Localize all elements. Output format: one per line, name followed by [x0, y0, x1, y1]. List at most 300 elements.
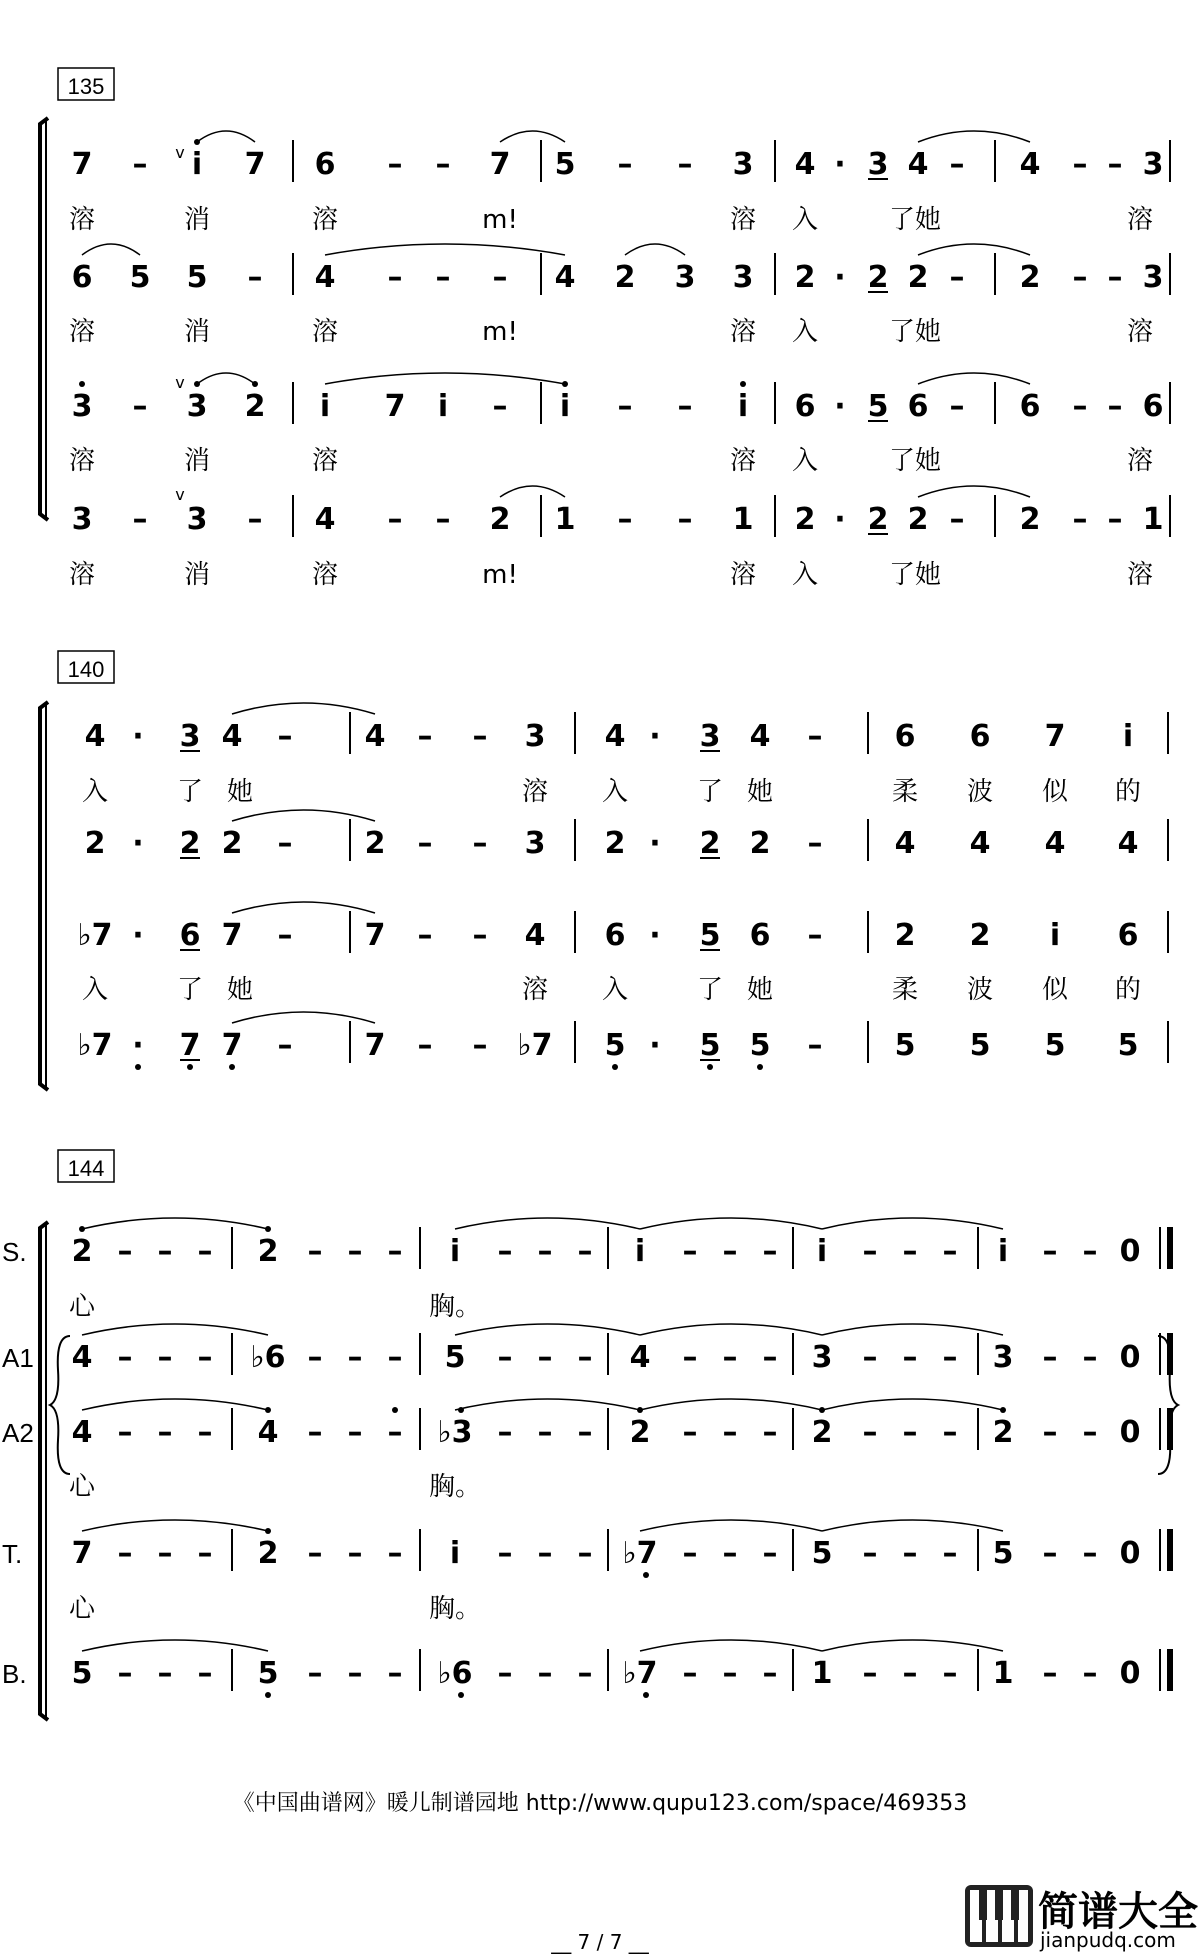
- note: 2: [867, 502, 889, 537]
- note: –: [417, 918, 433, 953]
- note: –: [347, 1536, 363, 1571]
- breath-mark: v: [175, 485, 185, 504]
- note: –: [1072, 260, 1088, 295]
- note: –: [417, 719, 433, 754]
- note: 7: [364, 918, 386, 953]
- lyric: 溶: [311, 446, 339, 476]
- note: –: [435, 147, 451, 182]
- note: 2: [604, 826, 626, 861]
- note: –: [277, 1028, 293, 1063]
- note: 2: [794, 260, 816, 295]
- note: –: [677, 502, 693, 537]
- slur: [455, 1399, 640, 1410]
- note: 4: [894, 826, 916, 861]
- note: –: [497, 1656, 513, 1691]
- octave-dot-above: [265, 1528, 271, 1534]
- note: 5: [1117, 1028, 1139, 1063]
- slur: [918, 373, 1030, 384]
- slur: [82, 1399, 268, 1410]
- note: –: [762, 1340, 778, 1375]
- note: 5: [894, 1028, 916, 1063]
- lyric: 入: [791, 446, 819, 476]
- slur: [325, 244, 565, 255]
- note: –: [949, 502, 965, 537]
- lyric: 溶: [68, 446, 96, 476]
- octave-dot-above: [740, 381, 746, 387]
- note: 1: [992, 1656, 1014, 1691]
- breath-mark: v: [175, 373, 185, 392]
- note: –: [197, 1536, 213, 1571]
- note: –: [949, 389, 965, 424]
- slur: [500, 486, 565, 497]
- note: –: [862, 1536, 878, 1571]
- note: –: [682, 1234, 698, 1269]
- lyric: 她: [746, 975, 774, 1005]
- note: ♭7: [622, 1536, 658, 1571]
- slur: [625, 244, 685, 255]
- note: –: [497, 1340, 513, 1375]
- note: 7: [364, 1028, 386, 1063]
- lyric: 了她: [888, 560, 942, 590]
- note: –: [435, 502, 451, 537]
- note: –: [307, 1415, 323, 1450]
- octave-dot-above: [265, 1226, 271, 1232]
- note: i: [737, 389, 749, 424]
- lyric: 她: [226, 975, 254, 1005]
- note: 4: [969, 826, 991, 861]
- note: ·: [834, 260, 846, 295]
- slur: [822, 1640, 1003, 1651]
- note: 3: [71, 502, 93, 537]
- octave-dot-below: [135, 1064, 141, 1070]
- lyric: 她: [226, 777, 254, 807]
- note: 7: [1044, 719, 1066, 754]
- note: –: [347, 1415, 363, 1450]
- note: 3: [732, 260, 754, 295]
- note: –: [157, 1656, 173, 1691]
- note: –: [722, 1536, 738, 1571]
- slur: [822, 1324, 1003, 1335]
- note: –: [807, 719, 823, 754]
- note: –: [1042, 1415, 1058, 1450]
- note: i: [559, 389, 571, 424]
- note: –: [682, 1415, 698, 1450]
- note: 6: [749, 918, 771, 953]
- note: –: [1042, 1234, 1058, 1269]
- octave-dot-below: [265, 1692, 271, 1698]
- lyric: 溶: [521, 975, 549, 1005]
- slur: [640, 1324, 822, 1335]
- piano-keys-icon: [964, 1884, 1034, 1948]
- note: 4: [604, 719, 626, 754]
- note: 0: [1119, 1340, 1141, 1375]
- note: 2: [179, 826, 201, 861]
- slur: [197, 131, 255, 142]
- note: –: [682, 1340, 698, 1375]
- note: –: [472, 918, 488, 953]
- note: 6: [314, 147, 336, 182]
- octave-dot-below: [643, 1572, 649, 1578]
- lyric: 胸。: [428, 1292, 482, 1322]
- measure-number-text: 140: [67, 657, 105, 682]
- note: –: [497, 1234, 513, 1269]
- note: 1: [732, 502, 754, 537]
- slur: [232, 1012, 375, 1023]
- slur: [82, 1520, 268, 1531]
- note: –: [722, 1656, 738, 1691]
- note: ♭6: [250, 1340, 286, 1375]
- watermark-name: 简谱大全: [1038, 1889, 1198, 1935]
- note: i: [319, 389, 331, 424]
- note: ·: [649, 918, 661, 953]
- note: 2: [1019, 502, 1041, 537]
- note: ·: [834, 389, 846, 424]
- note: 5: [699, 918, 721, 953]
- note: –: [1042, 1340, 1058, 1375]
- note: –: [417, 826, 433, 861]
- note: 0: [1119, 1536, 1141, 1571]
- note: 3: [71, 389, 93, 424]
- note: 6: [794, 389, 816, 424]
- note: 4: [71, 1415, 93, 1450]
- note: 7: [179, 1028, 201, 1063]
- page-number: __ 7 / 7 __: [551, 1930, 649, 1954]
- note: 3: [732, 147, 754, 182]
- note: 5: [186, 260, 208, 295]
- note: –: [537, 1536, 553, 1571]
- note: –: [537, 1340, 553, 1375]
- note: –: [157, 1340, 173, 1375]
- note: –: [277, 826, 293, 861]
- note: 4: [257, 1415, 279, 1450]
- slur: [822, 1399, 1003, 1410]
- note: 7: [489, 147, 511, 182]
- note: –: [1042, 1536, 1058, 1571]
- note: –: [307, 1234, 323, 1269]
- note: –: [347, 1340, 363, 1375]
- note: –: [307, 1656, 323, 1691]
- octave-dot-above: [819, 1407, 825, 1413]
- note: –: [862, 1340, 878, 1375]
- note: 2: [969, 918, 991, 953]
- slur: [918, 486, 1030, 497]
- octave-dot-below: [458, 1692, 464, 1698]
- note: –: [942, 1415, 958, 1450]
- note: 2: [244, 389, 266, 424]
- slur: [640, 1218, 822, 1229]
- note: 3: [699, 719, 721, 754]
- note: 3: [867, 147, 889, 182]
- slur: [918, 244, 1030, 255]
- note: –: [577, 1415, 593, 1450]
- note: 6: [894, 719, 916, 754]
- note: –: [949, 147, 965, 182]
- note: 2: [811, 1415, 833, 1450]
- note: –: [1082, 1656, 1098, 1691]
- lyric: 了她: [888, 205, 942, 235]
- note: –: [807, 826, 823, 861]
- lyric: 入: [81, 777, 109, 807]
- lyric: 入: [601, 777, 629, 807]
- note: –: [862, 1656, 878, 1691]
- note: –: [497, 1415, 513, 1450]
- note: –: [942, 1234, 958, 1269]
- note: 2: [364, 826, 386, 861]
- note: –: [347, 1234, 363, 1269]
- lyric: 入: [791, 560, 819, 590]
- note: –: [807, 1028, 823, 1063]
- note: ·: [649, 719, 661, 754]
- note: –: [1072, 389, 1088, 424]
- note: ♭7: [77, 918, 113, 953]
- note: –: [1107, 260, 1123, 295]
- note: 2: [699, 826, 721, 861]
- note: –: [387, 147, 403, 182]
- note: 2: [992, 1415, 1014, 1450]
- note: 4: [1019, 147, 1041, 182]
- note: i: [634, 1234, 646, 1269]
- staff-label: T.: [2, 1539, 23, 1569]
- note: –: [387, 1656, 403, 1691]
- note: ·: [132, 1028, 144, 1063]
- lyric: 溶: [1126, 560, 1154, 590]
- note: –: [677, 389, 693, 424]
- lyric: 溶: [729, 560, 757, 590]
- slur: [640, 1520, 822, 1531]
- note: –: [682, 1536, 698, 1571]
- note: –: [942, 1536, 958, 1571]
- note: 6: [1117, 918, 1139, 953]
- note: –: [1082, 1234, 1098, 1269]
- octave-dot-above: [458, 1407, 464, 1413]
- lyric: 溶: [729, 317, 757, 347]
- lyric: 波: [966, 975, 994, 1005]
- note: 5: [811, 1536, 833, 1571]
- note: –: [117, 1415, 133, 1450]
- note: –: [472, 826, 488, 861]
- note: i: [816, 1234, 828, 1269]
- note: 2: [867, 260, 889, 295]
- slur: [640, 1640, 822, 1651]
- slur: [455, 1218, 640, 1229]
- octave-dot-above: [194, 381, 200, 387]
- note: –: [497, 1536, 513, 1571]
- note: –: [277, 719, 293, 754]
- note: 2: [71, 1234, 93, 1269]
- note: 6: [179, 918, 201, 953]
- note: –: [157, 1536, 173, 1571]
- note: 2: [1019, 260, 1041, 295]
- lyric: 溶: [68, 317, 96, 347]
- octave-dot-below: [187, 1064, 193, 1070]
- note: 5: [749, 1028, 771, 1063]
- note: –: [197, 1415, 213, 1450]
- octave-dot-below: [757, 1064, 763, 1070]
- note: –: [307, 1536, 323, 1571]
- slur: [918, 131, 1030, 142]
- lyric: 溶: [1126, 205, 1154, 235]
- note: –: [1107, 389, 1123, 424]
- note: –: [902, 1656, 918, 1691]
- note: 4: [364, 719, 386, 754]
- slur: [82, 244, 140, 255]
- slur: [822, 1218, 1003, 1229]
- note: i: [997, 1234, 1009, 1269]
- note: –: [197, 1234, 213, 1269]
- measure-number: [58, 1150, 114, 1182]
- note: ♭7: [622, 1656, 658, 1691]
- note: 6: [1019, 389, 1041, 424]
- note: –: [942, 1340, 958, 1375]
- note: –: [472, 719, 488, 754]
- note: 4: [907, 147, 929, 182]
- note: –: [577, 1536, 593, 1571]
- lyric: 溶: [311, 317, 339, 347]
- note: 3: [811, 1340, 833, 1375]
- slur: [82, 1218, 268, 1229]
- note: –: [1082, 1340, 1098, 1375]
- note: 5: [554, 147, 576, 182]
- note: 7: [384, 389, 406, 424]
- note: 2: [221, 826, 243, 861]
- staff-label: S.: [2, 1237, 27, 1267]
- lyric: 柔: [891, 777, 919, 807]
- note: –: [492, 260, 508, 295]
- lyric: 入: [791, 205, 819, 235]
- note: 3: [1142, 260, 1164, 295]
- note: –: [197, 1656, 213, 1691]
- note: –: [247, 260, 263, 295]
- note: 4: [221, 719, 243, 754]
- note: ·: [649, 826, 661, 861]
- note: 2: [907, 502, 929, 537]
- note: 6: [1142, 389, 1164, 424]
- note: ·: [132, 719, 144, 754]
- note: –: [417, 1028, 433, 1063]
- note: 2: [629, 1415, 651, 1450]
- note: 4: [794, 147, 816, 182]
- lyric: 了她: [888, 317, 942, 347]
- note: ·: [649, 1028, 661, 1063]
- slur: [455, 1324, 640, 1335]
- note: –: [387, 1415, 403, 1450]
- slur: [325, 373, 565, 384]
- note: 4: [749, 719, 771, 754]
- lyric: 消: [183, 446, 211, 476]
- note: 7: [221, 918, 243, 953]
- note: –: [1082, 1536, 1098, 1571]
- note: ♭3: [437, 1415, 473, 1450]
- note: i: [191, 147, 203, 182]
- lyric: 了: [176, 975, 204, 1005]
- measure-number-text: 135: [67, 74, 105, 99]
- note: –: [387, 260, 403, 295]
- octave-dot-above: [265, 1407, 271, 1413]
- note: 3: [674, 260, 696, 295]
- note: 4: [629, 1340, 651, 1375]
- note: 4: [314, 260, 336, 295]
- note: 3: [1142, 147, 1164, 182]
- note: –: [762, 1234, 778, 1269]
- note: –: [117, 1656, 133, 1691]
- note: –: [862, 1234, 878, 1269]
- note: –: [1107, 502, 1123, 537]
- lyric: m!: [482, 560, 518, 590]
- measure-number: [58, 651, 114, 683]
- measure-number: [58, 68, 114, 100]
- note: ♭6: [437, 1656, 473, 1691]
- note: 3: [524, 826, 546, 861]
- octave-dot-above: [252, 381, 258, 387]
- note: ♭7: [77, 1028, 113, 1063]
- octave-dot-above: [392, 1407, 398, 1413]
- measure-number-text: 144: [67, 1156, 105, 1181]
- note: i: [1122, 719, 1134, 754]
- note: 3: [992, 1340, 1014, 1375]
- octave-dot-below: [707, 1064, 713, 1070]
- note: –: [1072, 502, 1088, 537]
- lyric: 溶: [311, 205, 339, 235]
- lyric: 心: [68, 1594, 96, 1624]
- lyric: 溶: [1126, 446, 1154, 476]
- lyric: 入: [601, 975, 629, 1005]
- slur: [197, 373, 255, 384]
- lyric: 胸。: [428, 1594, 482, 1624]
- note: –: [132, 502, 148, 537]
- note: ·: [132, 826, 144, 861]
- staff-label: A1: [2, 1343, 34, 1373]
- note: –: [387, 1234, 403, 1269]
- octave-dot-below: [643, 1692, 649, 1698]
- note: –: [1107, 147, 1123, 182]
- note: –: [157, 1415, 173, 1450]
- note: –: [577, 1340, 593, 1375]
- note: 4: [71, 1340, 93, 1375]
- note: 5: [992, 1536, 1014, 1571]
- note: 2: [257, 1234, 279, 1269]
- watermark-logo: [960, 1880, 1200, 1955]
- note: 0: [1119, 1234, 1141, 1269]
- slur: [82, 1324, 268, 1335]
- lyric: 她: [746, 777, 774, 807]
- watermark-url: jianpudq.com: [1040, 1928, 1176, 1952]
- slur: [822, 1520, 1003, 1531]
- note: –: [617, 147, 633, 182]
- lyric: 的: [1114, 975, 1142, 1005]
- note: ·: [834, 502, 846, 537]
- note: –: [1072, 147, 1088, 182]
- note: –: [277, 918, 293, 953]
- slur: [82, 1640, 268, 1651]
- note: 3: [524, 719, 546, 754]
- note: 5: [71, 1656, 93, 1691]
- note: –: [682, 1656, 698, 1691]
- note: –: [902, 1234, 918, 1269]
- note: –: [387, 1536, 403, 1571]
- note: –: [117, 1234, 133, 1269]
- note: –: [762, 1415, 778, 1450]
- slur: [500, 131, 565, 142]
- slur: [640, 1399, 822, 1410]
- note: –: [862, 1415, 878, 1450]
- lyric: 似: [1041, 777, 1069, 807]
- octave-dot-above: [1000, 1407, 1006, 1413]
- note: –: [387, 1340, 403, 1375]
- note: 7: [221, 1028, 243, 1063]
- lyric: 入: [81, 975, 109, 1005]
- note: 4: [1117, 826, 1139, 861]
- note: –: [117, 1340, 133, 1375]
